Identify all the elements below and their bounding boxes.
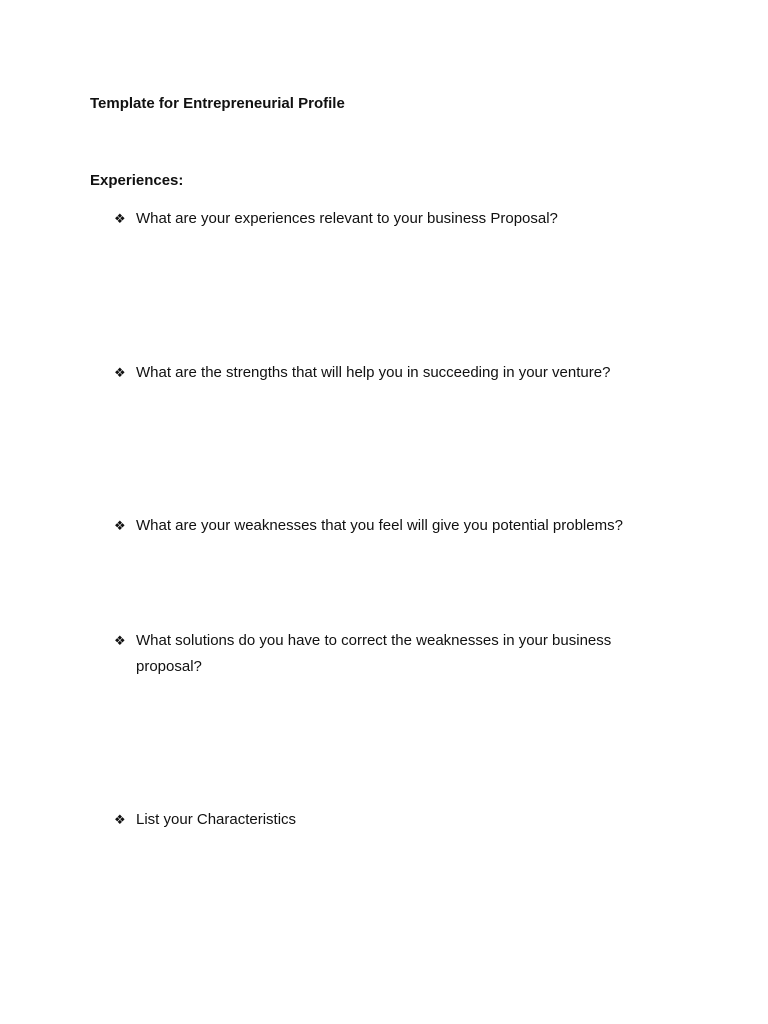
question-item — [114, 513, 674, 539]
question-item — [114, 807, 674, 833]
question-text: What are your weaknesses that you feel will give you potential problems? — [136, 517, 623, 534]
document-title: Template for Entrepreneurial Profile — [90, 95, 345, 112]
question-text: What solutions do you have to correct the weaknesses in your business proposal? — [136, 632, 612, 675]
section-heading-experiences: Experiences: — [90, 172, 184, 189]
question-item — [114, 628, 659, 680]
four-diamond-bullet-icon: ❖ — [114, 211, 126, 226]
question-item — [114, 206, 674, 232]
question-text: List your Characteristics — [136, 811, 297, 828]
four-diamond-bullet-icon: ❖ — [114, 365, 126, 380]
four-diamond-bullet-icon: ❖ — [114, 633, 126, 648]
four-diamond-bullet-icon: ❖ — [114, 518, 126, 533]
question-text: What are the strengths that will help you in succeeding in your venture? — [136, 364, 611, 381]
four-diamond-bullet-icon: ❖ — [114, 812, 126, 827]
question-text: What are your experiences relevant to your business Proposal? — [136, 210, 558, 227]
question-item — [114, 360, 674, 386]
